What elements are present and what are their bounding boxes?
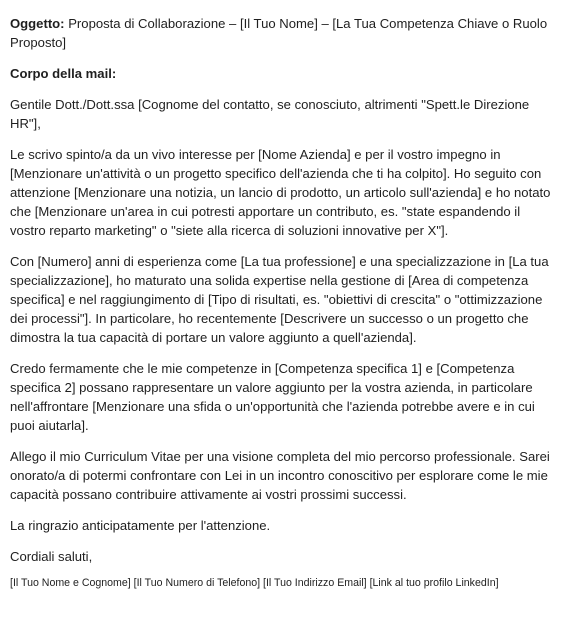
email-thanks: La ringrazio anticipatamente per l'attenzione.: [10, 518, 271, 533]
email-paragraph-interest: Le scrivo spinto/a da un vivo interesse per [Nome Azienda] e per il vostro impegno in [Menzionare un'attività o un progetto specifico dell'azienda che ti ha colpito]. Ho seguito con attenzione [Menzionare una notizia, un lancio di prodotto, un articolo sull'azienda] e ho notato che [Menzionare un'area in cui potresti apportare un contributo, es. "state espandendo il vostro reparto marketing" o "siete alla ricerca di soluzioni innovative per X"].: [10, 147, 551, 238]
email-subject-line: [10, 14, 557, 52]
email-paragraph-experience: Con [Numero] anni di esperienza come [La tua professione] e una specializzazione in [La tua specializzazione], ho maturato una solida expertise nella gestione di [Area di competenza specifica] e nel raggiungimento di [Tipo di risultati, es. "obiettivi di crescita" o "ottimizzazione dei processi"]. In particolare, ho recentemente [Descrivere un successo o un progetto che dimostra la tua capacità di portare un valore aggiunto a quell'azienda].: [10, 254, 549, 345]
email-signature: [Il Tuo Nome e Cognome] [Il Tuo Numero di Telefono] [Il Tuo Indirizzo Email] [Link al tuo profilo LinkedIn]: [10, 577, 499, 589]
email-greeting: Gentile Dott./Dott.ssa [Cognome del contatto, se conosciuto, altrimenti "Spett.le Direzione HR"],: [10, 97, 530, 131]
email-paragraph-attachment: Allego il mio Curriculum Vitae per una visione completa del mio percorso professionale. Sarei onorato/a di potermi confrontare con Lei in un incontro conoscitivo per esplorare come le mie capacità possano contribuire attivamente ai vostri prossimi successi.: [10, 449, 550, 502]
email-closing: Cordiali saluti,: [10, 549, 93, 564]
body-heading: Corpo della mail:: [10, 66, 117, 81]
email-paragraph-skills: Credo fermamente che le mie competenze in [Competenza specifica 1] e [Competenza specifica 2] possano rappresentare un valore aggiunto per la vostra azienda, in particolare nell'affrontare [Menzionare una sfida o un'opportunità che l'azienda potrebbe avere e in cui puoi aiutarla].: [10, 361, 535, 433]
subject-label: Oggetto:: [10, 16, 65, 31]
subject-text: Proposta di Collaborazione – [Il Tuo Nome] – [La Tua Competenza Chiave o Ruolo Proposto]: [10, 16, 548, 50]
